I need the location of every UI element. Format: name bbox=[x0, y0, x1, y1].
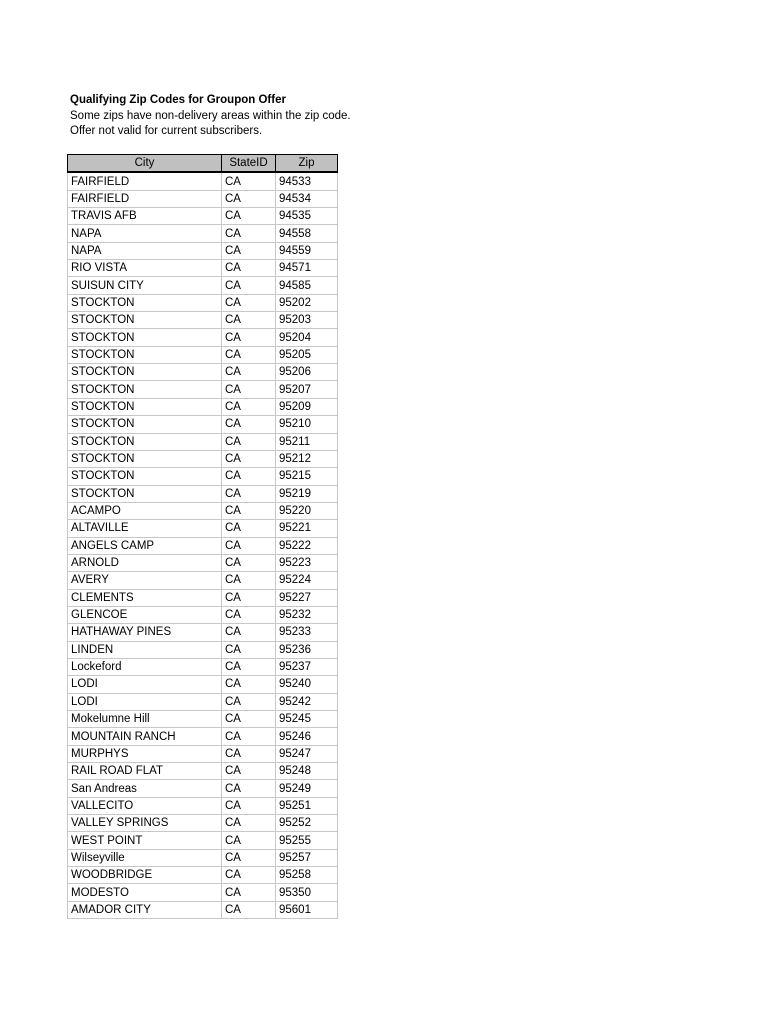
city-cell: CLEMENTS bbox=[68, 589, 222, 606]
table-row bbox=[68, 433, 338, 450]
table-row bbox=[68, 485, 338, 502]
state-cell: CA bbox=[222, 641, 276, 658]
city-cell: RAIL ROAD FLAT bbox=[68, 763, 222, 780]
city-cell: STOCKTON bbox=[68, 433, 222, 450]
zip-cell: 95227 bbox=[276, 589, 338, 606]
city-cell: ACAMPO bbox=[68, 502, 222, 519]
table-row bbox=[68, 554, 338, 571]
table-row bbox=[68, 260, 338, 277]
city-cell: STOCKTON bbox=[68, 398, 222, 415]
state-cell: CA bbox=[222, 554, 276, 571]
state-cell: CA bbox=[222, 658, 276, 675]
column-header-stateid: StateID bbox=[222, 155, 276, 173]
state-cell: CA bbox=[222, 728, 276, 745]
table-row bbox=[68, 884, 338, 901]
table-row bbox=[68, 312, 338, 329]
city-cell: San Andreas bbox=[68, 780, 222, 797]
city-cell: NAPA bbox=[68, 225, 222, 242]
zip-cell: 95246 bbox=[276, 728, 338, 745]
city-cell: VALLECITO bbox=[68, 797, 222, 814]
city-cell: STOCKTON bbox=[68, 312, 222, 329]
state-cell: CA bbox=[222, 745, 276, 762]
state-cell: CA bbox=[222, 676, 276, 693]
zip-cell: 95601 bbox=[276, 901, 338, 918]
zip-cell: 95206 bbox=[276, 364, 338, 381]
zip-cell: 95210 bbox=[276, 416, 338, 433]
table-row bbox=[68, 815, 338, 832]
table-row bbox=[68, 693, 338, 710]
zip-cell: 95203 bbox=[276, 312, 338, 329]
state-cell: CA bbox=[222, 520, 276, 537]
state-cell: CA bbox=[222, 815, 276, 832]
zip-cell: 95236 bbox=[276, 641, 338, 658]
table-row bbox=[68, 780, 338, 797]
zip-cell: 95202 bbox=[276, 294, 338, 311]
state-cell: CA bbox=[222, 398, 276, 415]
zip-cell: 95232 bbox=[276, 606, 338, 623]
state-cell: CA bbox=[222, 884, 276, 901]
state-cell: CA bbox=[222, 225, 276, 242]
zip-cell: 94534 bbox=[276, 190, 338, 207]
zip-cell: 95240 bbox=[276, 676, 338, 693]
city-cell: STOCKTON bbox=[68, 294, 222, 311]
city-cell: MODESTO bbox=[68, 884, 222, 901]
city-cell: Mokelumne Hill bbox=[68, 711, 222, 728]
city-cell: STOCKTON bbox=[68, 485, 222, 502]
zip-cell: 95224 bbox=[276, 572, 338, 589]
table-row bbox=[68, 676, 338, 693]
state-cell: CA bbox=[222, 346, 276, 363]
zip-cell: 94585 bbox=[276, 277, 338, 294]
zip-cell: 94533 bbox=[276, 172, 338, 190]
state-cell: CA bbox=[222, 780, 276, 797]
city-cell: STOCKTON bbox=[68, 329, 222, 346]
city-cell: Lockeford bbox=[68, 658, 222, 675]
table-row bbox=[68, 745, 338, 762]
table-row bbox=[68, 641, 338, 658]
table-row bbox=[68, 242, 338, 259]
state-cell: CA bbox=[222, 312, 276, 329]
zip-cell: 94535 bbox=[276, 208, 338, 225]
table-row bbox=[68, 711, 338, 728]
city-cell: STOCKTON bbox=[68, 381, 222, 398]
zip-cell: 95215 bbox=[276, 468, 338, 485]
note-subscribers: Offer not valid for current subscribers. bbox=[70, 125, 263, 137]
state-cell: CA bbox=[222, 294, 276, 311]
table-row bbox=[68, 867, 338, 884]
state-cell: CA bbox=[222, 329, 276, 346]
table-row bbox=[68, 416, 338, 433]
city-cell: WOODBRIDGE bbox=[68, 867, 222, 884]
city-cell: NAPA bbox=[68, 242, 222, 259]
zip-cell: 95205 bbox=[276, 346, 338, 363]
state-cell: CA bbox=[222, 277, 276, 294]
zip-code-table bbox=[67, 154, 338, 919]
state-cell: CA bbox=[222, 606, 276, 623]
zip-cell: 94559 bbox=[276, 242, 338, 259]
table-row bbox=[68, 589, 338, 606]
city-cell: MOUNTAIN RANCH bbox=[68, 728, 222, 745]
zip-cell: 95209 bbox=[276, 398, 338, 415]
table-row bbox=[68, 190, 338, 207]
city-cell: TRAVIS AFB bbox=[68, 208, 222, 225]
zip-cell: 95251 bbox=[276, 797, 338, 814]
column-header-city: City bbox=[68, 155, 222, 173]
state-cell: CA bbox=[222, 485, 276, 502]
table-row bbox=[68, 398, 338, 415]
state-cell: CA bbox=[222, 242, 276, 259]
city-cell: FAIRFIELD bbox=[68, 190, 222, 207]
table-row bbox=[68, 849, 338, 866]
state-cell: CA bbox=[222, 381, 276, 398]
table-row bbox=[68, 364, 338, 381]
table-row bbox=[68, 502, 338, 519]
note-non-delivery: Some zips have non-delivery areas within the zip code. bbox=[70, 109, 351, 122]
document-title: Qualifying Zip Codes for Groupon Offer bbox=[70, 94, 286, 106]
table-row bbox=[68, 537, 338, 554]
table-row bbox=[68, 381, 338, 398]
zip-cell: 95248 bbox=[276, 763, 338, 780]
table-row bbox=[68, 468, 338, 485]
table-row bbox=[68, 450, 338, 467]
zip-cell: 95255 bbox=[276, 832, 338, 849]
state-cell: CA bbox=[222, 416, 276, 433]
zip-cell: 95222 bbox=[276, 537, 338, 554]
city-cell: ANGELS CAMP bbox=[68, 537, 222, 554]
table-row bbox=[68, 172, 338, 190]
table-row bbox=[68, 520, 338, 537]
zip-cell: 95223 bbox=[276, 554, 338, 571]
table-body bbox=[68, 172, 338, 918]
state-cell: CA bbox=[222, 763, 276, 780]
column-header-zip: Zip bbox=[276, 155, 338, 173]
city-cell: STOCKTON bbox=[68, 450, 222, 467]
city-cell: LODI bbox=[68, 676, 222, 693]
state-cell: CA bbox=[222, 172, 276, 190]
state-cell: CA bbox=[222, 208, 276, 225]
state-cell: CA bbox=[222, 364, 276, 381]
zip-cell: 95220 bbox=[276, 502, 338, 519]
city-cell: STOCKTON bbox=[68, 346, 222, 363]
zip-cell: 95252 bbox=[276, 815, 338, 832]
zip-cell: 95204 bbox=[276, 329, 338, 346]
city-cell: RIO VISTA bbox=[68, 260, 222, 277]
table-row bbox=[68, 728, 338, 745]
zip-cell: 95247 bbox=[276, 745, 338, 762]
table-row bbox=[68, 346, 338, 363]
zip-cell: 95219 bbox=[276, 485, 338, 502]
city-cell: HATHAWAY PINES bbox=[68, 624, 222, 641]
table-row bbox=[68, 763, 338, 780]
city-cell: WEST POINT bbox=[68, 832, 222, 849]
table-row bbox=[68, 572, 338, 589]
city-cell: AVERY bbox=[68, 572, 222, 589]
city-cell: Wilseyville bbox=[68, 849, 222, 866]
zip-cell: 95350 bbox=[276, 884, 338, 901]
city-cell: FAIRFIELD bbox=[68, 172, 222, 190]
city-cell: STOCKTON bbox=[68, 364, 222, 381]
zip-cell: 94571 bbox=[276, 260, 338, 277]
zip-cell: 94558 bbox=[276, 225, 338, 242]
table-row bbox=[68, 901, 338, 918]
zip-cell: 95258 bbox=[276, 867, 338, 884]
state-cell: CA bbox=[222, 537, 276, 554]
zip-cell: 95242 bbox=[276, 693, 338, 710]
city-cell: AMADOR CITY bbox=[68, 901, 222, 918]
state-cell: CA bbox=[222, 624, 276, 641]
zip-cell: 95211 bbox=[276, 433, 338, 450]
state-cell: CA bbox=[222, 797, 276, 814]
state-cell: CA bbox=[222, 433, 276, 450]
state-cell: CA bbox=[222, 572, 276, 589]
table-row bbox=[68, 208, 338, 225]
table-row bbox=[68, 832, 338, 849]
table-row bbox=[68, 606, 338, 623]
city-cell: SUISUN CITY bbox=[68, 277, 222, 294]
zip-cell: 95245 bbox=[276, 711, 338, 728]
state-cell: CA bbox=[222, 260, 276, 277]
state-cell: CA bbox=[222, 589, 276, 606]
state-cell: CA bbox=[222, 867, 276, 884]
zip-cell: 95212 bbox=[276, 450, 338, 467]
city-cell: STOCKTON bbox=[68, 468, 222, 485]
state-cell: CA bbox=[222, 190, 276, 207]
city-cell: LINDEN bbox=[68, 641, 222, 658]
state-cell: CA bbox=[222, 450, 276, 467]
state-cell: CA bbox=[222, 711, 276, 728]
city-cell: MURPHYS bbox=[68, 745, 222, 762]
state-cell: CA bbox=[222, 502, 276, 519]
table-row bbox=[68, 658, 338, 675]
state-cell: CA bbox=[222, 693, 276, 710]
state-cell: CA bbox=[222, 901, 276, 918]
zip-cell: 95257 bbox=[276, 849, 338, 866]
zip-cell: 95249 bbox=[276, 780, 338, 797]
city-cell: VALLEY SPRINGS bbox=[68, 815, 222, 832]
city-cell: GLENCOE bbox=[68, 606, 222, 623]
zip-cell: 95221 bbox=[276, 520, 338, 537]
city-cell: ALTAVILLE bbox=[68, 520, 222, 537]
state-cell: CA bbox=[222, 468, 276, 485]
zip-cell: 95237 bbox=[276, 658, 338, 675]
table-row bbox=[68, 294, 338, 311]
table-row bbox=[68, 277, 338, 294]
table-header-row bbox=[68, 155, 338, 173]
table-row bbox=[68, 329, 338, 346]
zip-cell: 95233 bbox=[276, 624, 338, 641]
state-cell: CA bbox=[222, 849, 276, 866]
state-cell: CA bbox=[222, 832, 276, 849]
city-cell: ARNOLD bbox=[68, 554, 222, 571]
city-cell: STOCKTON bbox=[68, 416, 222, 433]
table-row bbox=[68, 797, 338, 814]
document-header bbox=[70, 93, 351, 140]
city-cell: LODI bbox=[68, 693, 222, 710]
table-row bbox=[68, 624, 338, 641]
table-row bbox=[68, 225, 338, 242]
zip-cell: 95207 bbox=[276, 381, 338, 398]
